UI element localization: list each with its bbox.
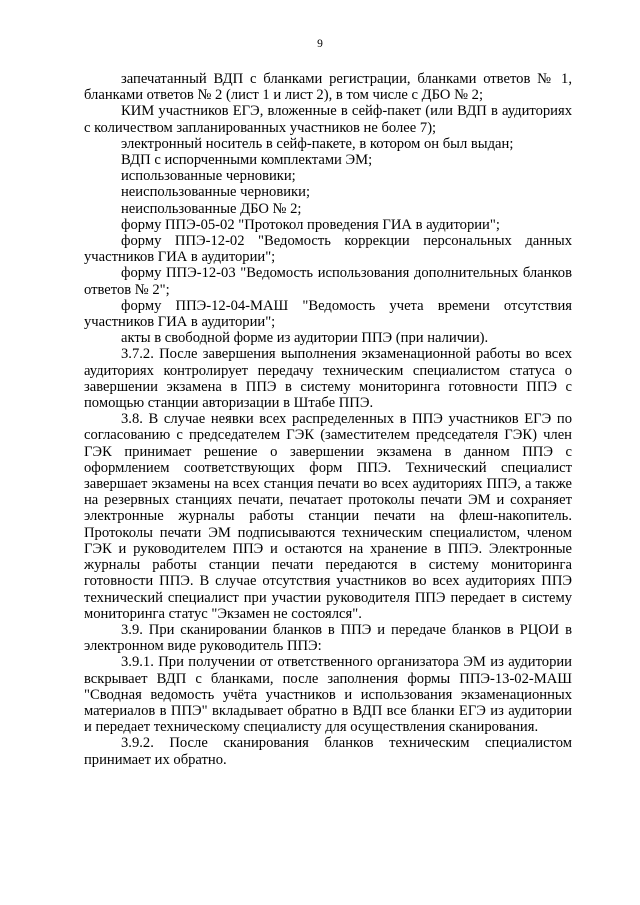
paragraph-spoiled-kits: ВДП с испорченными комплектами ЭМ; [121, 152, 373, 169]
paragraph-unused-drafts: неиспользованные черновики; [121, 184, 311, 201]
paragraph-used-drafts: использованные черновики; [121, 168, 296, 185]
document-body [84, 71, 572, 768]
paragraph-electronic-media: электронный носитель в сейф-пакете, в котором он был выдан; [121, 135, 514, 152]
paragraph-form-05-02: форму ППЭ-05-02 "Протокол проведения ГИА в аудитории"; [121, 216, 500, 233]
paragraph-3-9: 3.9. При сканировании бланков в ППЭ и передаче бланков в РЦОИ в электронном виде руководитель ППЭ: [84, 621, 572, 655]
paragraph-3-8: 3.8. В случае неявки всех распределенных в ППЭ участников ЕГЭ по согласованию с председателем ГЭК (заместителем председателя ГЭК) член ГЭК принимает решение о завершении экзамена в данном ППЭ с оформлением соответствующих форм ППЭ. Технический специалист завершает экзамены на всех станция печати во всех аудиториях ППЭ, а также на резервных станциях печати, печатает протоколы печати ЭМ и сохраняет электронные журналы работы станции печати на флеш-накопитель. Протоколы печати ЭМ подписываются техническим специалистом, членом ГЭК и руководителем ППЭ и остаются на хранение в ППЭ. Электронные журналы работы станции печати передаются в систему мониторинга готовности ППЭ. В случае отсутствия участников во всех аудиториях ППЭ технический специалист при участии руководителя ППЭ передает в систему мониторинга статус "Экзамен не состоялся". [84, 411, 572, 622]
paragraph-form-12-04: форму ППЭ-12-04-МАШ "Ведомость учета времени отсутствия участников ГИА в аудитории"; [84, 297, 572, 331]
paragraph-3-7-2: 3.7.2. После завершения выполнения экзаменационной работы во всех аудиториях контролирует передачу техническим специалистом статуса о завершении экзамена в ППЭ в систему мониторинга готовности ППЭ с помощью станции авторизации в Штабе ППЭ. [84, 346, 572, 412]
paragraph-form-12-03: форму ППЭ-12-03 "Ведомость использования дополнительных бланков ответов № 2"; [84, 265, 572, 298]
paragraph-3-9-2: 3.9.2. После сканирования бланков техническим специалистом принимает их обратно. [84, 735, 572, 768]
paragraph-sealed-envelope: запечатанный ВДП с бланками регистрации, бланками ответов № 1, бланками ответов № 2 (лист 1 и лист 2), в том числе с ДБО № 2; [84, 71, 572, 104]
paragraph-form-12-02: форму ППЭ-12-02 "Ведомость коррекции персональных данных участников ГИА в аудитории"; [84, 233, 572, 266]
paragraph-3-9-1: 3.9.1. При получении от ответственного организатора ЭМ из аудитории вскрывает ВДП с бланками, после заполнения формы ППЭ-13-02-МАШ "Сводная ведомость учёта участников и использования экзаменационных материалов в ППЭ" вкладывает обратно в ВДП все бланки ЕГЭ из аудитории и передает техническому специалисту для осуществления сканирования. [84, 654, 572, 736]
paragraph-acts: акты в свободной форме из аудитории ППЭ (при наличии). [121, 330, 489, 347]
paragraph-unused-dbo: неиспользованные ДБО № 2; [121, 200, 302, 217]
paragraph-kim: КИМ участников ЕГЭ, вложенные в сейф-пакет (или ВДП в аудиториях с количеством запланированных участников не более 7); [84, 103, 572, 136]
page-number: 9 [317, 38, 323, 50]
